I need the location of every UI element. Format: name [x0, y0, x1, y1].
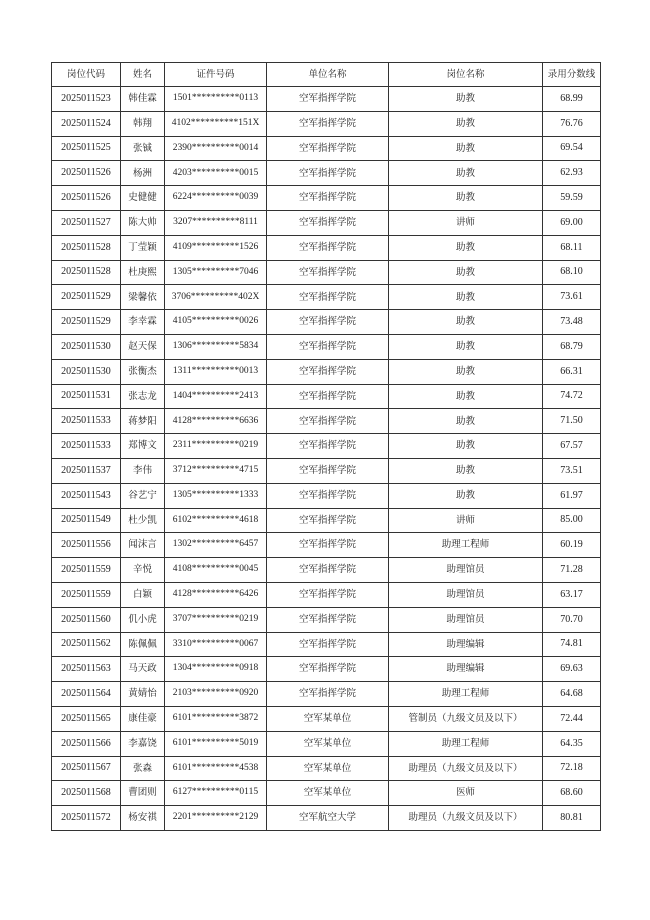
cell-post-name: 医师	[389, 781, 543, 806]
cell-unit-name: 空军指挥学院	[267, 136, 389, 161]
cell-post-name: 助教	[389, 334, 543, 359]
cell-post-code: 2025011526	[52, 186, 121, 211]
cell-id-number: 1501**********0113	[165, 87, 267, 112]
table-row	[52, 334, 601, 359]
cell-score-line: 70.70	[543, 607, 601, 632]
table-row	[52, 161, 601, 186]
cell-name: 杨洲	[121, 161, 165, 186]
table-row	[52, 582, 601, 607]
cell-id-number: 6127**********0115	[165, 781, 267, 806]
cell-post-name: 讲师	[389, 508, 543, 533]
cell-post-code: 2025011568	[52, 781, 121, 806]
cell-score-line: 74.81	[543, 632, 601, 657]
cell-unit-name: 空军某单位	[267, 781, 389, 806]
cell-unit-name: 空军指挥学院	[267, 632, 389, 657]
cell-post-code: 2025011537	[52, 458, 121, 483]
cell-id-number: 3712**********4715	[165, 458, 267, 483]
cell-post-name: 助理工程师	[389, 533, 543, 558]
table-row	[52, 434, 601, 459]
cell-post-code: 2025011530	[52, 359, 121, 384]
cell-post-name: 助教	[389, 285, 543, 310]
table-row	[52, 260, 601, 285]
cell-post-name: 助理编辑	[389, 657, 543, 682]
cell-score-line: 74.72	[543, 384, 601, 409]
cell-id-number: 4109**********1526	[165, 235, 267, 260]
cell-score-line: 71.28	[543, 558, 601, 583]
cell-post-code: 2025011529	[52, 285, 121, 310]
cell-post-code: 2025011560	[52, 607, 121, 632]
table-row	[52, 359, 601, 384]
cell-name: 康佳豪	[121, 706, 165, 731]
table-row	[52, 186, 601, 211]
cell-name: 史健健	[121, 186, 165, 211]
table-row	[52, 483, 601, 508]
cell-post-name: 助理员（九级文员及以下）	[389, 806, 543, 831]
cell-post-code: 2025011566	[52, 731, 121, 756]
cell-post-code: 2025011524	[52, 111, 121, 136]
cell-score-line: 69.00	[543, 210, 601, 235]
cell-id-number: 3706**********402X	[165, 285, 267, 310]
table-header-row	[52, 63, 601, 87]
table-row	[52, 285, 601, 310]
cell-post-code: 2025011549	[52, 508, 121, 533]
cell-post-code: 2025011531	[52, 384, 121, 409]
cell-id-number: 2390**********0014	[165, 136, 267, 161]
cell-id-number: 6224**********0039	[165, 186, 267, 211]
cell-id-number: 6101**********4538	[165, 756, 267, 781]
cell-post-name: 助理工程师	[389, 682, 543, 707]
admission-table	[51, 62, 601, 831]
cell-id-number: 1305**********1333	[165, 483, 267, 508]
cell-unit-name: 空军某单位	[267, 706, 389, 731]
cell-unit-name: 空军指挥学院	[267, 186, 389, 211]
cell-id-number: 4128**********6636	[165, 409, 267, 434]
cell-score-line: 60.19	[543, 533, 601, 558]
cell-post-name: 助教	[389, 434, 543, 459]
cell-post-code: 2025011563	[52, 657, 121, 682]
cell-score-line: 63.17	[543, 582, 601, 607]
cell-post-name: 助教	[389, 235, 543, 260]
cell-id-number: 6101**********3872	[165, 706, 267, 731]
cell-unit-name: 空军航空大学	[267, 806, 389, 831]
cell-name: 李嘉饶	[121, 731, 165, 756]
cell-score-line: 76.76	[543, 111, 601, 136]
cell-post-name: 讲师	[389, 210, 543, 235]
cell-name: 辛悦	[121, 558, 165, 583]
cell-id-number: 6101**********5019	[165, 731, 267, 756]
cell-post-code: 2025011543	[52, 483, 121, 508]
cell-score-line: 72.18	[543, 756, 601, 781]
cell-unit-name: 空军指挥学院	[267, 483, 389, 508]
cell-score-line: 68.10	[543, 260, 601, 285]
cell-unit-name: 空军指挥学院	[267, 682, 389, 707]
cell-post-code: 2025011533	[52, 409, 121, 434]
table-row	[52, 409, 601, 434]
cell-post-code: 2025011530	[52, 334, 121, 359]
table-row	[52, 508, 601, 533]
cell-name: 谷艺宁	[121, 483, 165, 508]
table-row	[52, 310, 601, 335]
cell-score-line: 67.57	[543, 434, 601, 459]
cell-name: 陈佩佩	[121, 632, 165, 657]
cell-unit-name: 空军指挥学院	[267, 111, 389, 136]
header-id-number: 证件号码	[165, 63, 267, 87]
cell-id-number: 4102**********151X	[165, 111, 267, 136]
cell-score-line: 61.97	[543, 483, 601, 508]
cell-post-code: 2025011559	[52, 582, 121, 607]
cell-unit-name: 空军指挥学院	[267, 384, 389, 409]
cell-unit-name: 空军指挥学院	[267, 434, 389, 459]
cell-unit-name: 空军指挥学院	[267, 409, 389, 434]
cell-unit-name: 空军指挥学院	[267, 359, 389, 384]
cell-post-code: 2025011523	[52, 87, 121, 112]
cell-score-line: 80.81	[543, 806, 601, 831]
header-post-code: 岗位代码	[52, 63, 121, 87]
cell-post-name: 助教	[389, 458, 543, 483]
table-row	[52, 657, 601, 682]
cell-id-number: 3310**********0067	[165, 632, 267, 657]
cell-score-line: 73.48	[543, 310, 601, 335]
table-body	[52, 87, 601, 831]
cell-name: 杜庚熙	[121, 260, 165, 285]
cell-post-code: 2025011559	[52, 558, 121, 583]
table-row	[52, 781, 601, 806]
cell-post-code: 2025011556	[52, 533, 121, 558]
table-row	[52, 533, 601, 558]
cell-unit-name: 空军某单位	[267, 731, 389, 756]
cell-id-number: 3207**********8111	[165, 210, 267, 235]
cell-id-number: 4108**********0045	[165, 558, 267, 583]
table-row	[52, 607, 601, 632]
cell-id-number: 4128**********6426	[165, 582, 267, 607]
cell-name: 仉小虎	[121, 607, 165, 632]
cell-score-line: 59.59	[543, 186, 601, 211]
cell-unit-name: 空军指挥学院	[267, 508, 389, 533]
cell-unit-name: 空军指挥学院	[267, 458, 389, 483]
cell-post-code: 2025011562	[52, 632, 121, 657]
cell-post-name: 助理馆员	[389, 582, 543, 607]
cell-name: 曹团则	[121, 781, 165, 806]
cell-name: 张志龙	[121, 384, 165, 409]
cell-post-name: 助理馆员	[389, 558, 543, 583]
table-row	[52, 632, 601, 657]
cell-post-name: 助教	[389, 111, 543, 136]
cell-name: 马天政	[121, 657, 165, 682]
cell-post-code: 2025011528	[52, 260, 121, 285]
cell-name: 张衡杰	[121, 359, 165, 384]
cell-unit-name: 空军指挥学院	[267, 657, 389, 682]
cell-unit-name: 空军指挥学院	[267, 533, 389, 558]
cell-post-name: 助教	[389, 359, 543, 384]
cell-post-code: 2025011572	[52, 806, 121, 831]
cell-unit-name: 空军指挥学院	[267, 161, 389, 186]
table-row	[52, 458, 601, 483]
cell-name: 蒋梦阳	[121, 409, 165, 434]
cell-post-name: 助理馆员	[389, 607, 543, 632]
cell-score-line: 64.68	[543, 682, 601, 707]
cell-score-line: 68.79	[543, 334, 601, 359]
cell-name: 韩翔	[121, 111, 165, 136]
cell-score-line: 68.99	[543, 87, 601, 112]
table-row	[52, 136, 601, 161]
cell-score-line: 69.54	[543, 136, 601, 161]
cell-post-name: 助教	[389, 87, 543, 112]
cell-post-name: 助教	[389, 384, 543, 409]
table-row	[52, 756, 601, 781]
cell-post-name: 助教	[389, 161, 543, 186]
cell-unit-name: 空军指挥学院	[267, 607, 389, 632]
cell-id-number: 1305**********7046	[165, 260, 267, 285]
table-row	[52, 384, 601, 409]
table-row	[52, 111, 601, 136]
cell-name: 李幸霖	[121, 310, 165, 335]
cell-score-line: 68.60	[543, 781, 601, 806]
cell-post-code: 2025011526	[52, 161, 121, 186]
cell-name: 李伟	[121, 458, 165, 483]
cell-name: 梁馨依	[121, 285, 165, 310]
cell-unit-name: 空军指挥学院	[267, 310, 389, 335]
cell-post-name: 助理工程师	[389, 731, 543, 756]
cell-unit-name: 空军指挥学院	[267, 235, 389, 260]
cell-post-name: 助教	[389, 260, 543, 285]
cell-name: 闻沫言	[121, 533, 165, 558]
cell-unit-name: 空军指挥学院	[267, 558, 389, 583]
cell-unit-name: 空军指挥学院	[267, 210, 389, 235]
cell-name: 丁莹颖	[121, 235, 165, 260]
cell-unit-name: 空军指挥学院	[267, 285, 389, 310]
cell-unit-name: 空军指挥学院	[267, 87, 389, 112]
cell-post-name: 管制员（九级文员及以下）	[389, 706, 543, 731]
cell-post-code: 2025011525	[52, 136, 121, 161]
cell-post-name: 助教	[389, 186, 543, 211]
table-row	[52, 210, 601, 235]
cell-name: 白颖	[121, 582, 165, 607]
cell-score-line: 85.00	[543, 508, 601, 533]
cell-post-code: 2025011529	[52, 310, 121, 335]
cell-score-line: 69.63	[543, 657, 601, 682]
table-row	[52, 558, 601, 583]
cell-unit-name: 空军指挥学院	[267, 334, 389, 359]
cell-post-code: 2025011533	[52, 434, 121, 459]
cell-score-line: 72.44	[543, 706, 601, 731]
header-post-name: 岗位名称	[389, 63, 543, 87]
cell-score-line: 71.50	[543, 409, 601, 434]
cell-unit-name: 空军指挥学院	[267, 582, 389, 607]
cell-id-number: 2103**********0920	[165, 682, 267, 707]
cell-score-line: 73.51	[543, 458, 601, 483]
cell-post-name: 助教	[389, 310, 543, 335]
cell-id-number: 2201**********2129	[165, 806, 267, 831]
cell-id-number: 1304**********0918	[165, 657, 267, 682]
cell-name: 杜少凯	[121, 508, 165, 533]
cell-id-number: 4203**********0015	[165, 161, 267, 186]
header-unit-name: 单位名称	[267, 63, 389, 87]
cell-name: 张铖	[121, 136, 165, 161]
cell-unit-name: 空军某单位	[267, 756, 389, 781]
cell-unit-name: 空军指挥学院	[267, 260, 389, 285]
table-row	[52, 706, 601, 731]
cell-id-number: 1306**********5834	[165, 334, 267, 359]
cell-name: 杨安祺	[121, 806, 165, 831]
cell-id-number: 1404**********2413	[165, 384, 267, 409]
cell-score-line: 68.11	[543, 235, 601, 260]
cell-post-name: 助理员（九级文员及以下）	[389, 756, 543, 781]
admission-table-container	[51, 62, 600, 831]
table-row	[52, 682, 601, 707]
cell-score-line: 62.93	[543, 161, 601, 186]
cell-id-number: 3707**********0219	[165, 607, 267, 632]
header-name: 姓名	[121, 63, 165, 87]
cell-post-code: 2025011567	[52, 756, 121, 781]
cell-post-name: 助教	[389, 136, 543, 161]
table-row	[52, 235, 601, 260]
cell-name: 韩佳霖	[121, 87, 165, 112]
cell-score-line: 64.35	[543, 731, 601, 756]
cell-name: 郑博文	[121, 434, 165, 459]
cell-name: 张森	[121, 756, 165, 781]
cell-id-number: 1311**********0013	[165, 359, 267, 384]
cell-id-number: 1302**********6457	[165, 533, 267, 558]
cell-score-line: 73.61	[543, 285, 601, 310]
table-row	[52, 87, 601, 112]
cell-name: 黄婧怡	[121, 682, 165, 707]
cell-id-number: 2311**********0219	[165, 434, 267, 459]
cell-name: 赵天保	[121, 334, 165, 359]
cell-score-line: 66.31	[543, 359, 601, 384]
cell-post-code: 2025011527	[52, 210, 121, 235]
cell-id-number: 6102**********4618	[165, 508, 267, 533]
cell-post-code: 2025011565	[52, 706, 121, 731]
table-row	[52, 731, 601, 756]
cell-post-name: 助理编辑	[389, 632, 543, 657]
cell-post-code: 2025011564	[52, 682, 121, 707]
cell-post-name: 助教	[389, 483, 543, 508]
table-row	[52, 806, 601, 831]
cell-post-code: 2025011528	[52, 235, 121, 260]
header-score-line: 录用分数线	[543, 63, 601, 87]
cell-id-number: 4105**********0026	[165, 310, 267, 335]
cell-post-name: 助教	[389, 409, 543, 434]
cell-name: 陈大帅	[121, 210, 165, 235]
